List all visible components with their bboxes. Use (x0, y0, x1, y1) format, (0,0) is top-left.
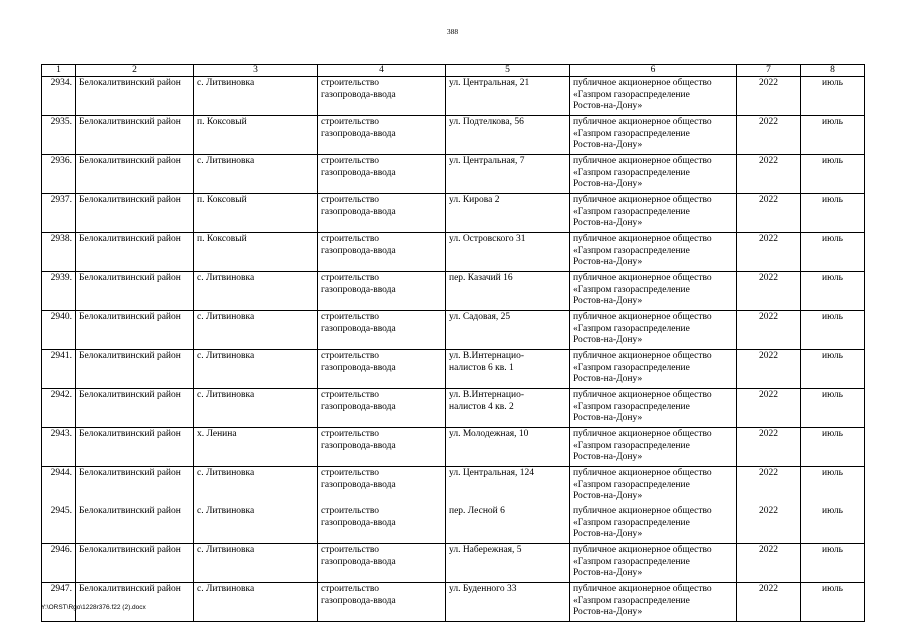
work-type-cell-line: строительство (321, 468, 380, 478)
column-header: 7 (737, 65, 801, 77)
address-cell (446, 505, 570, 544)
address-cell (446, 155, 570, 194)
address-cell-line: ул. Центральная, 21 (449, 78, 530, 88)
address-cell-line: ул. В.Интернацио- (449, 351, 524, 361)
settlement-cell: п. Коксовый (194, 116, 318, 155)
year-cell: 2022 (737, 155, 801, 194)
work-type-cell (318, 116, 446, 155)
page-number: 388 (446, 27, 459, 36)
organization-cell-line: публичное акционерное общество (573, 117, 712, 127)
work-type-cell (318, 389, 446, 428)
work-type-cell-line: строительство (321, 78, 380, 88)
row-number-cell: 2941. (42, 350, 76, 389)
organization-cell-line: «Газпром газораспределение (573, 595, 690, 606)
address-cell-line: ул. Центральная, 7 (449, 156, 525, 166)
organization-cell-line: Ростов-на-Дону» (573, 296, 643, 306)
table-row (42, 233, 865, 272)
year-cell: 2022 (737, 311, 801, 350)
table-row (42, 467, 865, 506)
organization-cell (570, 505, 737, 544)
year-cell: 2022 (737, 544, 801, 583)
organization-cell (570, 155, 737, 194)
work-type-cell-line: газопровода-ввода (321, 206, 396, 217)
organization-cell-line: «Газпром газораспределение (573, 89, 690, 100)
column-header: 8 (801, 65, 865, 77)
work-type-cell-line: строительство (321, 584, 380, 594)
organization-cell-line: публичное акционерное общество (573, 273, 712, 283)
organization-cell-line: «Газпром газораспределение (573, 479, 690, 490)
address-cell-line: ул. Молодежная, 10 (449, 429, 529, 439)
row-number-cell: 2946. (42, 544, 76, 583)
address-cell-line: пер. Казачий 16 (449, 273, 513, 283)
month-cell: июль (801, 233, 865, 272)
work-type-cell (318, 583, 446, 622)
organization-cell-line: «Газпром газораспределение (573, 323, 690, 334)
work-type-cell-line: газопровода-ввода (321, 323, 396, 334)
work-type-cell-line: строительство (321, 390, 380, 400)
organization-cell (570, 389, 737, 428)
address-cell-line: налистов 6 кв. 1 (449, 362, 514, 373)
district-cell: Белокалитвинский район (76, 428, 194, 467)
organization-cell (570, 233, 737, 272)
district-cell: Белокалитвинский район (76, 389, 194, 428)
address-cell (446, 233, 570, 272)
address-cell-line: ул. Подтелкова, 56 (449, 117, 524, 127)
settlement-cell: с. Литвиновка (194, 155, 318, 194)
organization-cell-line: Ростов-на-Дону» (573, 568, 643, 578)
registry-table (41, 64, 865, 622)
organization-cell-line: публичное акционерное общество (573, 584, 712, 594)
column-header: 3 (194, 65, 318, 77)
month-cell: июль (801, 467, 865, 506)
table-row (42, 77, 865, 116)
address-cell-line: ул. Центральная, 124 (449, 468, 535, 478)
address-cell (446, 272, 570, 311)
work-type-cell (318, 544, 446, 583)
work-type-cell-line: строительство (321, 429, 380, 439)
work-type-cell-line: газопровода-ввода (321, 245, 396, 256)
district-cell: Белокалитвинский район (76, 194, 194, 233)
organization-cell-line: Ростов-на-Дону» (573, 179, 643, 189)
organization-cell-line: публичное акционерное общество (573, 78, 712, 88)
year-cell: 2022 (737, 467, 801, 506)
organization-cell-line: публичное акционерное общество (573, 468, 712, 478)
table-row (42, 389, 865, 428)
organization-cell (570, 272, 737, 311)
work-type-cell (318, 428, 446, 467)
work-type-cell (318, 467, 446, 506)
organization-cell (570, 467, 737, 506)
row-number-cell: 2945. (42, 505, 76, 544)
organization-cell (570, 583, 737, 622)
organization-cell (570, 116, 737, 155)
row-number-cell: 2934. (42, 77, 76, 116)
organization-cell-line: публичное акционерное общество (573, 429, 712, 439)
settlement-cell: п. Коксовый (194, 233, 318, 272)
column-header: 5 (446, 65, 570, 77)
column-header: 6 (570, 65, 737, 77)
row-number-cell: 2938. (42, 233, 76, 272)
district-cell: Белокалитвинский район (76, 272, 194, 311)
district-cell: Белокалитвинский район (76, 544, 194, 583)
work-type-cell (318, 505, 446, 544)
address-cell-line: ул. Буденного 33 (449, 584, 517, 594)
year-cell: 2022 (737, 233, 801, 272)
organization-cell-line: Ростов-на-Дону» (573, 529, 643, 539)
district-cell: Белокалитвинский район (76, 233, 194, 272)
district-cell: Белокалитвинский район (76, 350, 194, 389)
organization-cell-line: Ростов-на-Дону» (573, 607, 643, 617)
settlement-cell: с. Литвиновка (194, 350, 318, 389)
month-cell: июль (801, 583, 865, 622)
address-cell (446, 544, 570, 583)
address-cell (446, 77, 570, 116)
work-type-cell (318, 194, 446, 233)
work-type-cell-line: газопровода-ввода (321, 479, 396, 490)
organization-cell-line: «Газпром газораспределение (573, 362, 690, 373)
settlement-cell: с. Литвиновка (194, 389, 318, 428)
organization-cell-line: «Газпром газораспределение (573, 128, 690, 139)
work-type-cell-line: газопровода-ввода (321, 167, 396, 178)
work-type-cell (318, 233, 446, 272)
address-cell-line: ул. В.Интернацио- (449, 390, 524, 400)
settlement-cell: с. Литвиновка (194, 272, 318, 311)
month-cell: июль (801, 544, 865, 583)
settlement-cell: с. Литвиновка (194, 583, 318, 622)
organization-cell-line: «Газпром газораспределение (573, 440, 690, 451)
address-cell-line: ул. Кирова 2 (449, 195, 500, 205)
work-type-cell-line: газопровода-ввода (321, 440, 396, 451)
month-cell: июль (801, 505, 865, 544)
row-number-cell: 2944. (42, 467, 76, 506)
table-row (42, 272, 865, 311)
month-cell: июль (801, 311, 865, 350)
work-type-cell-line: строительство (321, 234, 380, 244)
work-type-cell (318, 350, 446, 389)
settlement-cell: с. Литвиновка (194, 77, 318, 116)
table-row (42, 428, 865, 467)
organization-cell-line: Ростов-на-Дону» (573, 218, 643, 228)
district-cell: Белокалитвинский район (76, 116, 194, 155)
row-number-cell: 2940. (42, 311, 76, 350)
organization-cell-line: «Газпром газораспределение (573, 167, 690, 178)
work-type-cell-line: газопровода-ввода (321, 284, 396, 295)
organization-cell-line: «Газпром газораспределение (573, 517, 690, 528)
organization-cell-line: «Газпром газораспределение (573, 556, 690, 567)
settlement-cell: х. Ленина (194, 428, 318, 467)
organization-cell (570, 544, 737, 583)
work-type-cell-line: строительство (321, 545, 380, 555)
settlement-cell: с. Литвиновка (194, 467, 318, 506)
work-type-cell-line: строительство (321, 506, 380, 516)
address-cell (446, 583, 570, 622)
month-cell: июль (801, 116, 865, 155)
table-row (42, 505, 865, 544)
work-type-cell-line: газопровода-ввода (321, 401, 396, 412)
row-number-cell: 2936. (42, 155, 76, 194)
work-type-cell-line: газопровода-ввода (321, 362, 396, 373)
district-cell: Белокалитвинский район (76, 505, 194, 544)
work-type-cell-line: газопровода-ввода (321, 89, 396, 100)
organization-cell-line: Ростов-на-Дону» (573, 413, 643, 423)
organization-cell-line: публичное акционерное общество (573, 390, 712, 400)
organization-cell-line: публичное акционерное общество (573, 156, 712, 166)
organization-cell-line: публичное акционерное общество (573, 545, 712, 555)
table-row (42, 155, 865, 194)
row-number-cell: 2947. (42, 583, 76, 622)
organization-cell (570, 77, 737, 116)
table-row (42, 350, 865, 389)
address-cell (446, 428, 570, 467)
column-header: 4 (318, 65, 446, 77)
organization-cell-line: «Газпром газораспределение (573, 401, 690, 412)
organization-cell (570, 194, 737, 233)
month-cell: июль (801, 350, 865, 389)
organization-cell-line: Ростов-на-Дону» (573, 140, 643, 150)
organization-cell-line: «Газпром газораспределение (573, 284, 690, 295)
address-cell (446, 194, 570, 233)
table-row (42, 194, 865, 233)
address-cell (446, 467, 570, 506)
work-type-cell-line: газопровода-ввода (321, 128, 396, 139)
work-type-cell-line: газопровода-ввода (321, 556, 396, 567)
work-type-cell-line: строительство (321, 351, 380, 361)
settlement-cell: с. Литвиновка (194, 505, 318, 544)
work-type-cell (318, 77, 446, 116)
year-cell: 2022 (737, 583, 801, 622)
organization-cell-line: Ростов-на-Дону» (573, 452, 643, 462)
organization-cell-line: публичное акционерное общество (573, 506, 712, 516)
district-cell: Белокалитвинский район (76, 467, 194, 506)
table-row (42, 311, 865, 350)
address-cell (446, 389, 570, 428)
settlement-cell: п. Коксовый (194, 194, 318, 233)
organization-cell-line: «Газпром газораспределение (573, 245, 690, 256)
registry-body (42, 77, 865, 622)
year-cell: 2022 (737, 428, 801, 467)
work-type-cell-line: газопровода-ввода (321, 517, 396, 528)
row-number-cell: 2937. (42, 194, 76, 233)
address-cell-line: ул. Садовая, 25 (449, 312, 511, 322)
row-number-cell: 2939. (42, 272, 76, 311)
work-type-cell-line: строительство (321, 273, 380, 283)
organization-cell (570, 350, 737, 389)
month-cell: июль (801, 428, 865, 467)
year-cell: 2022 (737, 77, 801, 116)
work-type-cell (318, 311, 446, 350)
organization-cell-line: Ростов-на-Дону» (573, 374, 643, 384)
month-cell: июль (801, 77, 865, 116)
address-cell-line: ул. Островского 31 (449, 234, 526, 244)
column-header: 1 (42, 65, 76, 77)
column-number-header (42, 65, 865, 77)
footer-file-path: Y:\ORST\Rgo\1228r376.f22 (2).docx (41, 604, 146, 611)
table-row (42, 583, 865, 622)
year-cell: 2022 (737, 194, 801, 233)
address-cell-line: ул. Набережная, 5 (449, 545, 522, 555)
month-cell: июль (801, 389, 865, 428)
organization-cell-line: публичное акционерное общество (573, 312, 712, 322)
work-type-cell (318, 155, 446, 194)
month-cell: июль (801, 194, 865, 233)
work-type-cell-line: строительство (321, 195, 380, 205)
organization-cell-line: публичное акционерное общество (573, 234, 712, 244)
address-cell-line: налистов 4 кв. 2 (449, 401, 514, 412)
month-cell: июль (801, 155, 865, 194)
year-cell: 2022 (737, 116, 801, 155)
organization-cell-line: публичное акционерное общество (573, 351, 712, 361)
organization-cell-line: публичное акционерное общество (573, 195, 712, 205)
organization-cell-line: Ростов-на-Дону» (573, 335, 643, 345)
table-row (42, 116, 865, 155)
address-cell (446, 116, 570, 155)
year-cell: 2022 (737, 272, 801, 311)
organization-cell (570, 311, 737, 350)
organization-cell-line: «Газпром газораспределение (573, 206, 690, 217)
address-cell (446, 311, 570, 350)
district-cell: Белокалитвинский район (76, 155, 194, 194)
organization-cell-line: Ростов-на-Дону» (573, 101, 643, 111)
settlement-cell: с. Литвиновка (194, 311, 318, 350)
month-cell: июль (801, 272, 865, 311)
year-cell: 2022 (737, 350, 801, 389)
district-cell: Белокалитвинский район (76, 311, 194, 350)
district-cell: Белокалитвинский район (76, 583, 194, 622)
work-type-cell-line: строительство (321, 117, 380, 127)
organization-cell-line: Ростов-на-Дону» (573, 257, 643, 267)
address-cell (446, 350, 570, 389)
work-type-cell-line: строительство (321, 312, 380, 322)
year-cell: 2022 (737, 505, 801, 544)
row-number-cell: 2935. (42, 116, 76, 155)
column-header: 2 (76, 65, 194, 77)
work-type-cell-line: строительство (321, 156, 380, 166)
row-number-cell: 2942. (42, 389, 76, 428)
district-cell: Белокалитвинский район (76, 77, 194, 116)
work-type-cell (318, 272, 446, 311)
row-number-cell: 2943. (42, 428, 76, 467)
settlement-cell: с. Литвиновка (194, 544, 318, 583)
address-cell-line: пер. Лесной 6 (449, 506, 505, 516)
organization-cell-line: Ростов-на-Дону» (573, 491, 643, 501)
table-row (42, 544, 865, 583)
organization-cell (570, 428, 737, 467)
work-type-cell-line: газопровода-ввода (321, 595, 396, 606)
year-cell: 2022 (737, 389, 801, 428)
